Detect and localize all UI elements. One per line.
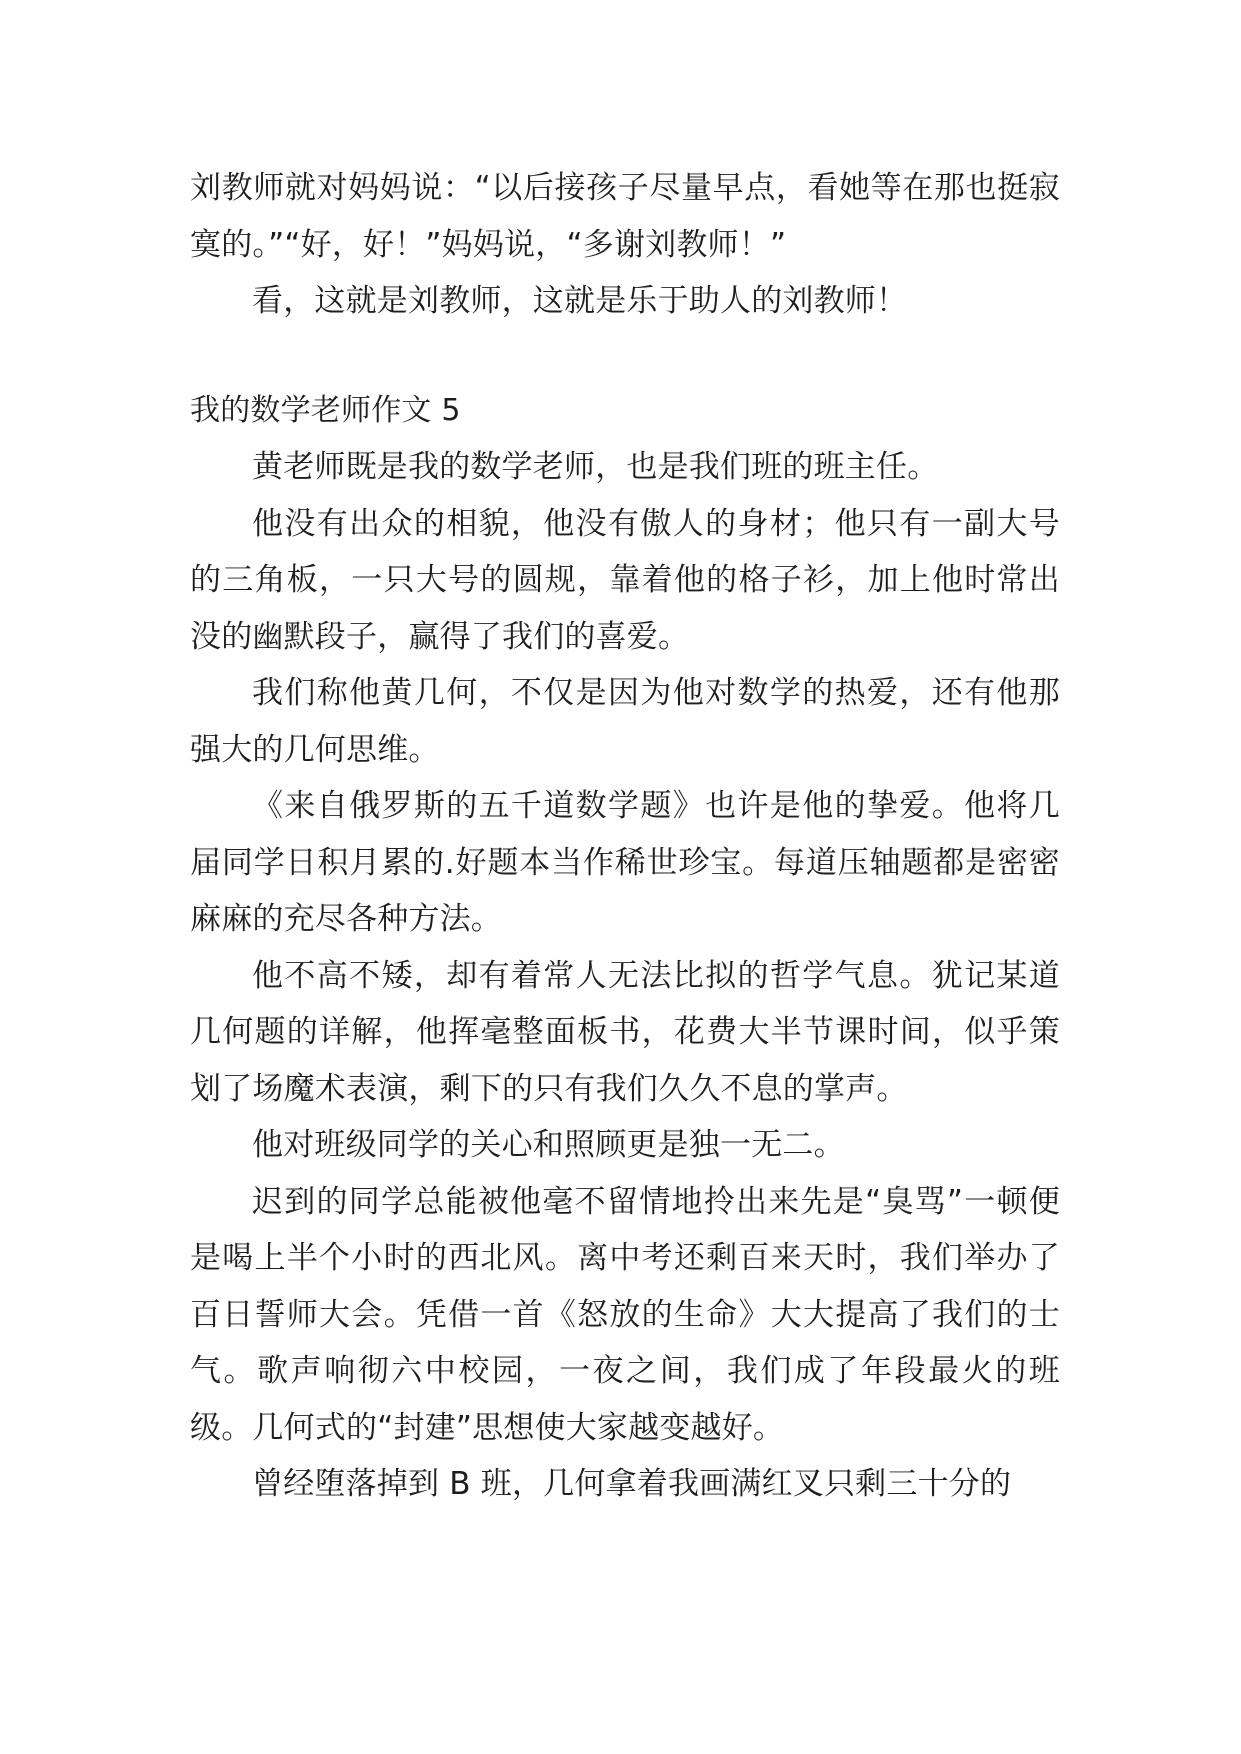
essay-paragraph: 曾经堕落掉到 B 班，几何拿着我画满红叉只剩三十分的: [252, 1466, 1012, 1502]
essay-paragraph: 《来自俄罗斯的五千道数学题》也许是他的挚爱。他将几届同学日积月累的.好题本当作稀世珍宝。每道压轴题都是密密麻麻的充尽各种方法。: [190, 788, 1060, 937]
essay-paragraph: 迟到的同学总能被他毫不留情地拎出来先是“臭骂”一顿便是喝上半个小时的西北风。离中考还剩百来天时，我们举办了百日誓师大会。凭借一首《怒放的生命》大大提高了我们的士气。歌声响彻六中校园，一夜之间，我们成了年段最火的班级。几何式的“封建”思想使大家越变越好。: [190, 1183, 1060, 1446]
essay-paragraph: 我们称他黄几何，不仅是因为他对数学的热爱，还有他那强大的几何思维。: [190, 675, 1060, 768]
essay-paragraph: 他不高不矮，却有着常人无法比拟的哲学气息。犹记某道几何题的详解，他挥毫整面板书，花费大半节课时间，似乎策划了场魔术表演，剩下的只有我们久久不息的掌声。: [190, 957, 1060, 1107]
essay-paragraph: 他没有出众的相貌，他没有傲人的身材；他只有一副大号的三角板，一只大号的圆规，靠着他的格子衫，加上他时常出没的幽默段子，赢得了我们的喜爱。: [190, 505, 1060, 655]
essay-paragraph: 他对班级同学的关心和照顾更是独一无二。: [252, 1127, 845, 1163]
essay-paragraph: 黄老师既是我的数学老师，也是我们班的班主任。: [252, 449, 939, 485]
paragraph-continued: 刘教师就对妈妈说：“以后接孩子尽量早点，看她等在那也挺寂寞的。”“好，好！”妈妈说，“多谢刘教师！”: [190, 170, 1060, 263]
document-body: [190, 160, 1060, 1513]
essay-title: 我的数学老师作文 5: [190, 392, 461, 428]
paragraph-closing: 看，这就是刘教师，这就是乐于助人的刘教师！: [252, 283, 908, 319]
